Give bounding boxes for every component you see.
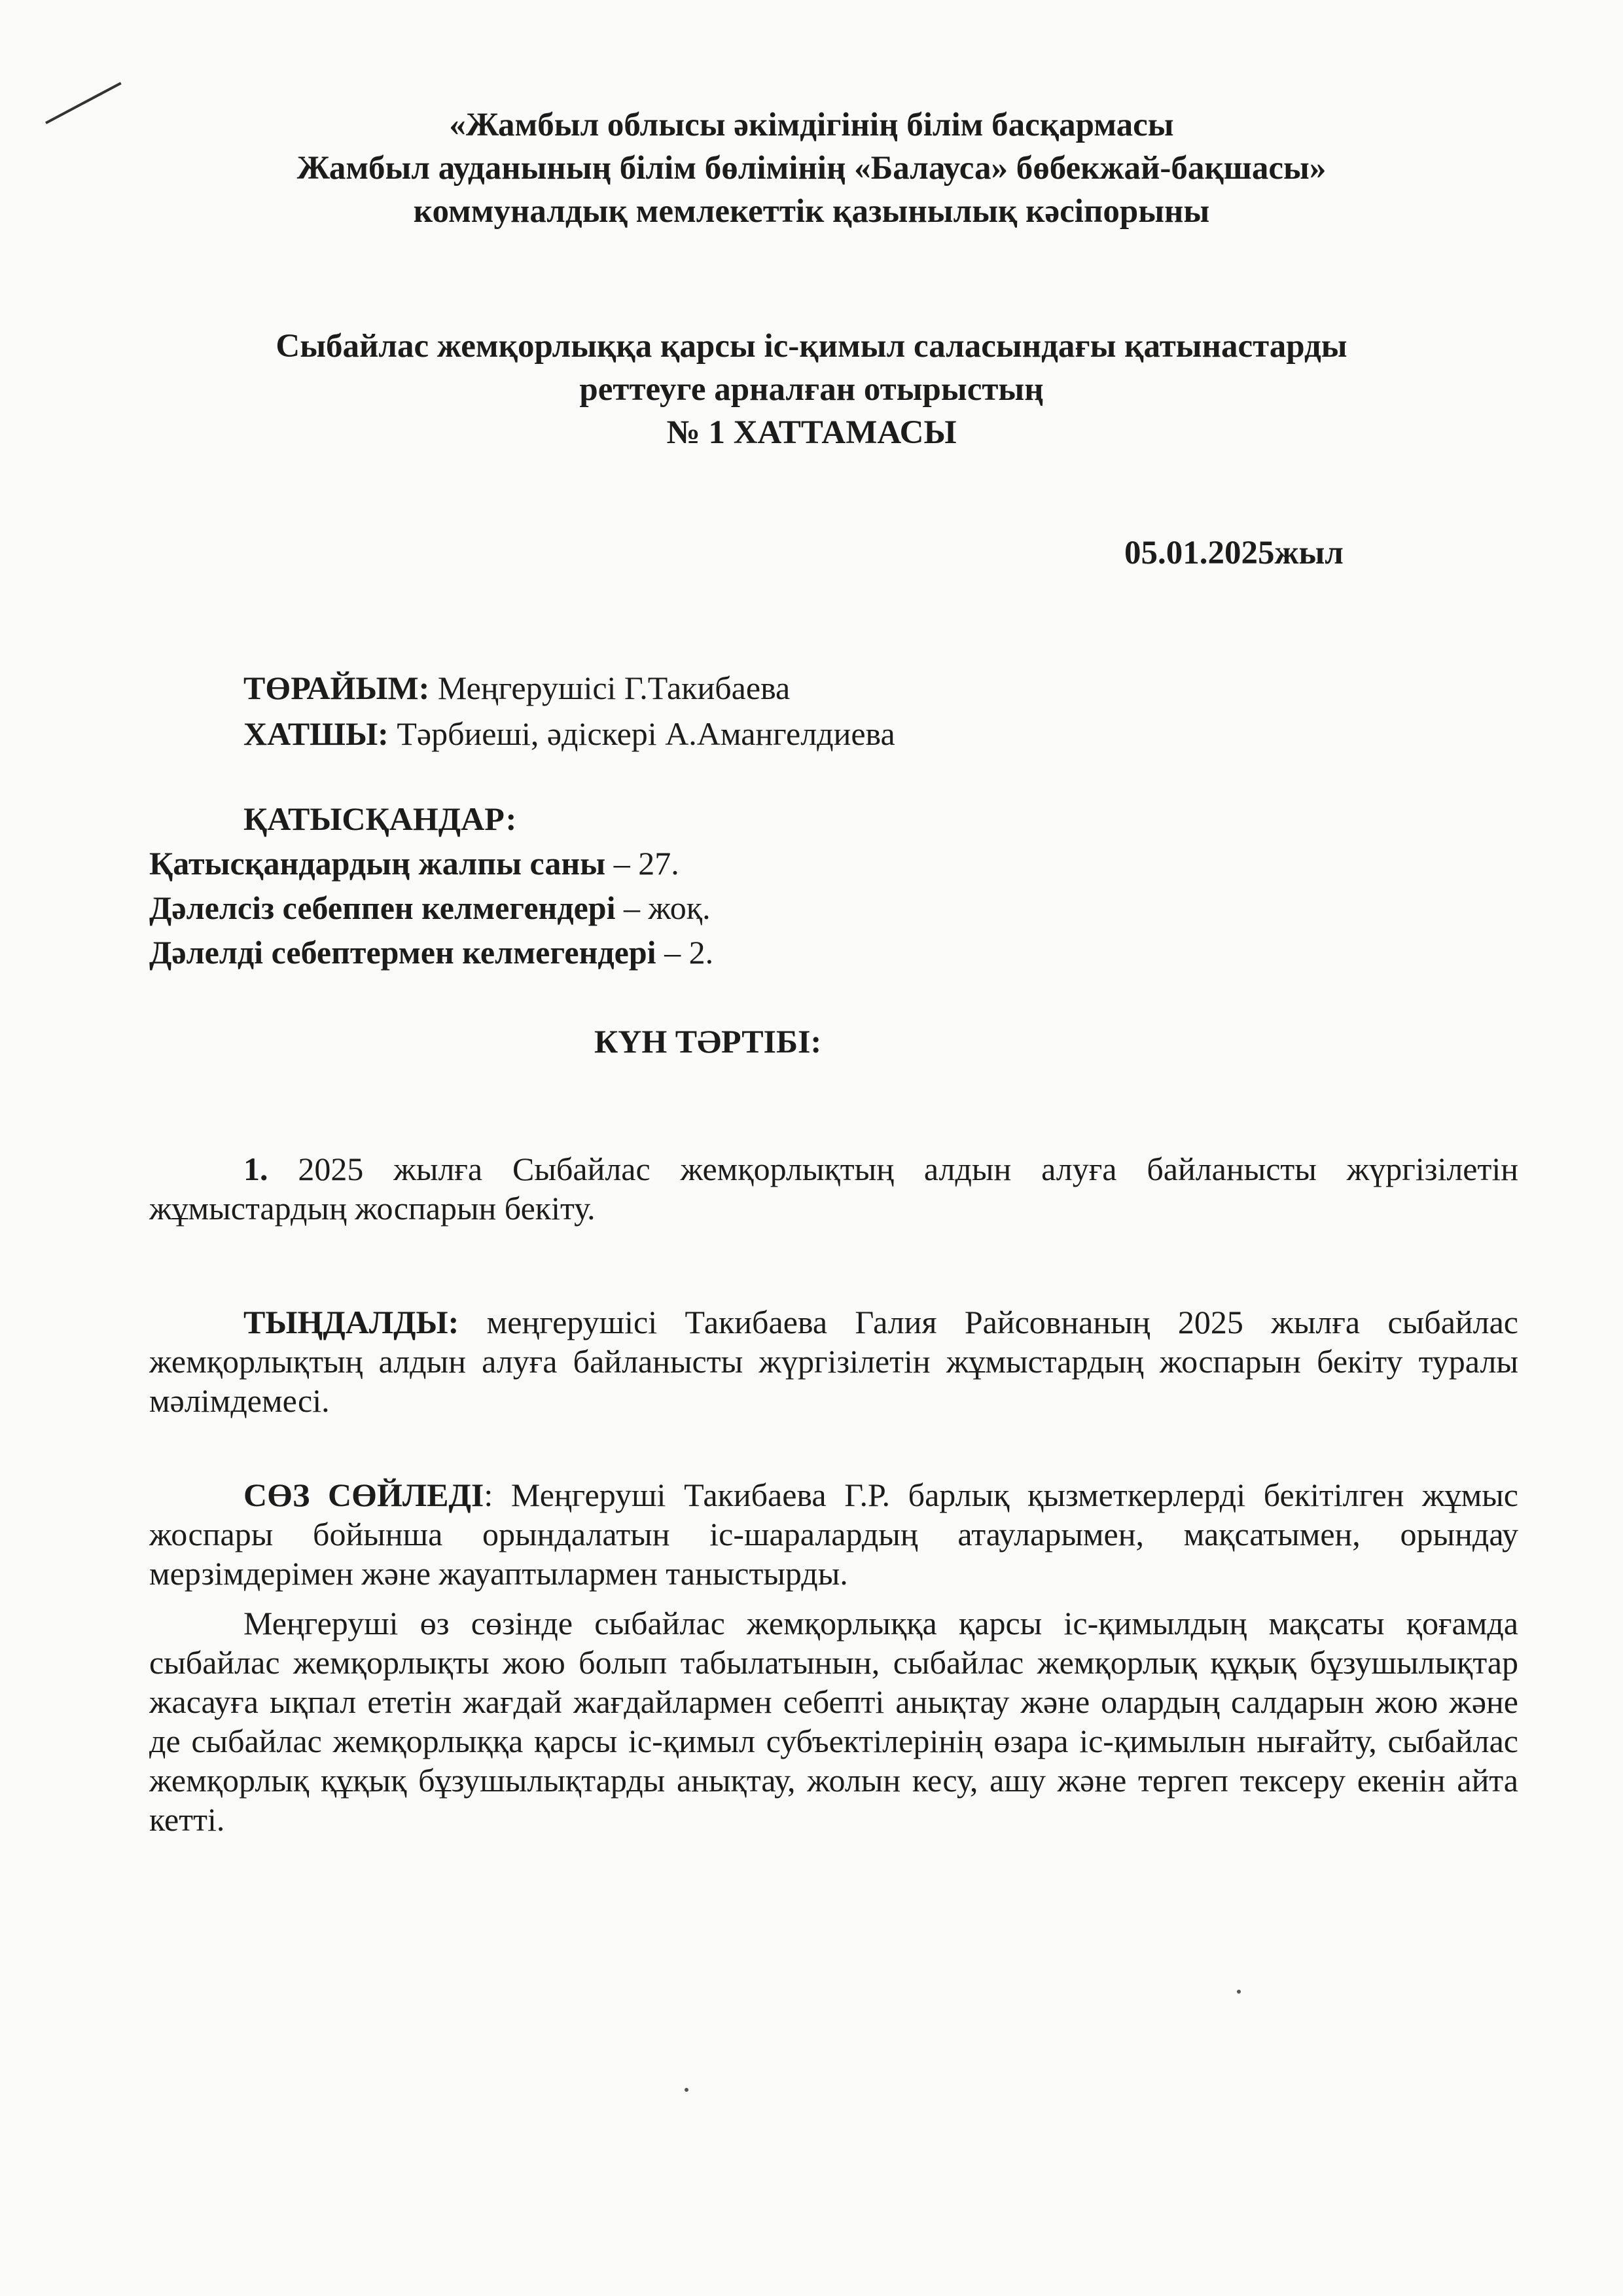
org-header-line-1: «Жамбыл облысы әкімдігінің білім басқармасы (449, 107, 1174, 143)
attendees-unexcused (149, 889, 711, 927)
agenda-item-1 (149, 1149, 1518, 1228)
listened-text: меңгерушісі Такибаева Галия Райсовнаның 2025 жылға сыбайлас жемқорлықтың алдын алуға байланысты жүргізілетін жұмыстардың жоспарын бекіту туралы мәлімдемесі. (149, 1304, 1518, 1419)
spoke-paragraph (149, 1475, 1518, 1593)
secretary-value: Тәрбиеші, әдіскері А.Амангелдиева (397, 715, 895, 752)
attendees-total (149, 844, 679, 882)
chair-label: ТӨРАЙЫМ: (243, 670, 430, 706)
chair-line (243, 669, 790, 707)
secretary-label: ХАТШЫ: (243, 715, 389, 752)
attendees-excused (149, 933, 713, 971)
attendees-total-label: Қатысқандардың жалпы саны (149, 845, 606, 882)
spoke-text: : Меңгеруші Такибаева Г.Р. барлық қызметкерлерді бекітілген жұмыс жоспары бойынша орындалатын іс-шаралардың атауларымен, мақсатымен, орындау мерзімдерімен және жауаптылармен таныстырды. (149, 1477, 1519, 1592)
attendees-excused-value: – 2. (656, 934, 714, 971)
org-header-line-3: коммуналдық мемлекеттік қазынылық кәсіпорыны (413, 193, 1210, 230)
title-line-3: № 1 ХАТТАМАСЫ (666, 414, 957, 451)
attendees-heading: ҚАТЫСҚАНДАР: (243, 800, 517, 837)
spoke-label: СӨЗ СӨЙЛЕДІ (243, 1477, 484, 1513)
chair-value: Меңгерушісі Г.Такибаева (437, 670, 791, 706)
paper-speck (1237, 1990, 1241, 1994)
agenda-item-text: 2025 жылға Сыбайлас жемқорлықтың алдын алуға байланысты жүргізілетін жұмыстардың жоспарын бекіту. (149, 1151, 1518, 1227)
agenda-heading: КҮН ТӘРТІБІ: (594, 1023, 822, 1060)
title-line-2: реттеуге арналған отырыстың (579, 371, 1044, 408)
secretary-line (243, 715, 895, 753)
spoke-paragraph-2: Меңгеруші өз сөзінде сыбайлас жемқорлыққа қарсы іс-қимылдың мақсаты қоғамда сыбайлас жемқорлықты жою болып табылатынын, сыбайлас жемқорлық құқық бұзушылықтар жасауға ықпал ететін жағдай жағдайлармен себепті анықтау және олардың салдарын жою және де сыбайлас жемқорлыққа қарсы іс-қимыл субъектілерінің өзара іс-қимылын нығайту, сыбайлас жемқорлық құқық бұзушылықтарды анықтау, жолын кесу, ашу және тергеп тексеру екенін айта кетті. (149, 1605, 1518, 1838)
attendees-unexcused-label: Дәлелсіз себеппен келмегендері (149, 889, 616, 926)
listened-paragraph (149, 1302, 1518, 1420)
attendees-unexcused-value: – жоқ. (615, 889, 711, 926)
attendees-excused-label: Дәлелді себептермен келмегендері (149, 934, 656, 971)
agenda-item-number: 1. (243, 1151, 268, 1187)
paper-speck (685, 2088, 688, 2092)
meeting-date: 05.01.2025жыл (1124, 535, 1344, 571)
attendees-total-value: – 27. (605, 845, 679, 882)
title-line-1: Сыбайлас жемқорлыққа қарсы іс-қимыл саласындағы қатынастарды (276, 328, 1347, 365)
listened-label: ТЫҢДАЛДЫ: (243, 1304, 459, 1340)
org-header-line-2: Жамбыл ауданының білім бөлімінің «Балауса» бөбекжай-бақшасы» (296, 150, 1327, 187)
